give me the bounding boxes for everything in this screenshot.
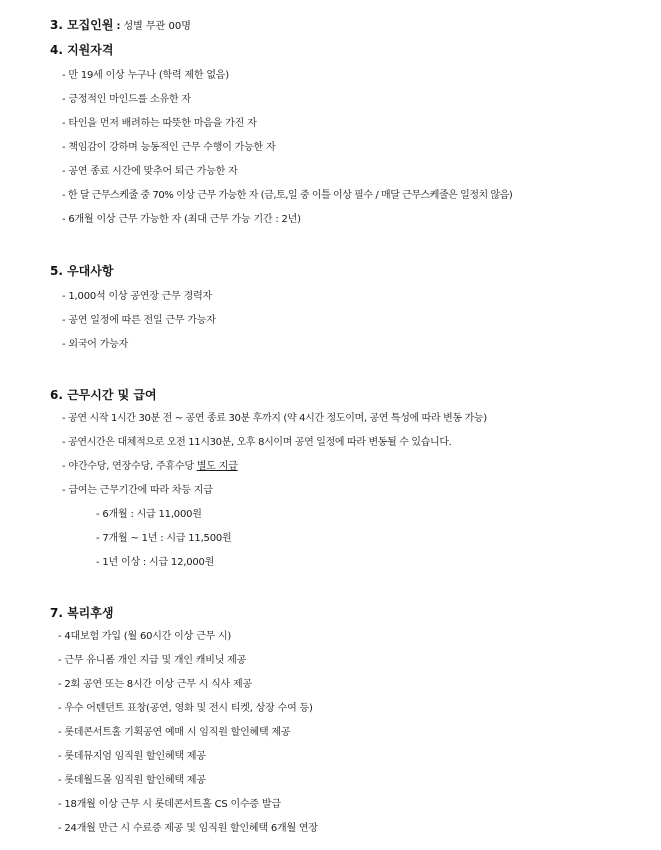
section-3-separator: : — [116, 21, 121, 32]
section-7-item: - 24개월 만근 시 수료증 제공 및 임직원 할인혜택 6개월 연장 — [58, 823, 318, 834]
section-3-value: 성별 무관 00명 — [123, 21, 191, 32]
section-7-item: - 우수 어텐던트 표창(공연, 영화 및 전시 티켓, 상장 수여 등) — [58, 703, 313, 714]
section-4-item: - 긍정적인 마인드를 소유한 자 — [62, 94, 191, 105]
section-3-recruit-count — [50, 17, 191, 35]
section-7-item: - 롯데뮤지엄 임직원 할인혜택 제공 — [58, 751, 206, 762]
section-4-item: - 타인을 먼저 배려하는 따뜻한 마음을 가진 자 — [62, 118, 257, 129]
pay-level-item: - 7개월 ~ 1년 : 시급 11,500원 — [96, 533, 232, 544]
section-6-item: - 공연 시작 1시간 30분 전 ~ 공연 종료 30분 후까지 (약 4시간 정도이며, 공연 특성에 따라 변동 가능) — [62, 413, 487, 424]
section-7-item: - 근무 유니폼 개인 지급 및 개인 캐비닛 제공 — [58, 655, 247, 666]
section-7-title: 7. 복리후생 — [50, 606, 114, 620]
section-4-title: 4. 지원자격 — [50, 43, 114, 57]
section-5-item: - 외국어 가능자 — [62, 339, 129, 350]
section-4-item: - 공연 종료 시간에 맞추어 퇴근 가능한 자 — [62, 166, 238, 177]
section-7-item: - 2회 공연 또는 8시간 이상 근무 시 식사 제공 — [58, 679, 252, 690]
section-4-item: - 책임감이 강하며 능동적인 근무 수행이 가능한 자 — [62, 142, 276, 153]
allowance-text: - 야간수당, 연장수당, 주휴수당 — [62, 461, 197, 472]
section-6-pay-intro: - 급여는 근무기간에 따라 차등 지급 — [62, 485, 213, 496]
section-7-item: - 롯데월드몰 임직원 할인혜택 제공 — [58, 775, 206, 786]
section-4-item: - 한 달 근무스케줄 중 70% 이상 근무 가능한 자 (금,토,일 중 이틀 이상 필수 / 매달 근무스케줄은 일정치 않음) — [62, 190, 513, 201]
section-4-item: - 만 19세 이상 누구나 (학력 제한 없음) — [62, 70, 229, 81]
section-6-title: 6. 근무시간 및 급여 — [50, 388, 157, 402]
section-5-item: - 1,000석 이상 공연장 근무 경력자 — [62, 291, 212, 302]
section-4-item: - 6개월 이상 근무 가능한 자 (최대 근무 가능 기간 : 2년) — [62, 214, 301, 225]
section-7-item: - 롯데콘서트홀 기획공연 예매 시 임직원 할인혜택 제공 — [58, 727, 291, 738]
pay-level-item: - 6개월 : 시급 11,000원 — [96, 509, 202, 520]
section-6-allowance — [62, 460, 238, 474]
section-5-title: 5. 우대사항 — [50, 264, 114, 278]
section-5-item: - 공연 일정에 따른 전일 근무 가능자 — [62, 315, 216, 326]
section-7-item: - 4대보험 가입 (월 60시간 이상 근무 시) — [58, 631, 232, 642]
pay-level-item: - 1년 이상 : 시급 12,000원 — [96, 557, 215, 568]
allowance-separate-payment: 별도 지급 — [196, 461, 238, 472]
section-7-item: - 18개월 이상 근무 시 롯데콘서트홀 CS 이수증 발급 — [58, 799, 281, 810]
section-3-title: 3. 모집인원 — [50, 18, 114, 32]
section-6-item: - 공연시간은 대체적으로 오전 11시30분, 오후 8시이며 공연 일정에 따라 변동될 수 있습니다. — [62, 437, 452, 448]
